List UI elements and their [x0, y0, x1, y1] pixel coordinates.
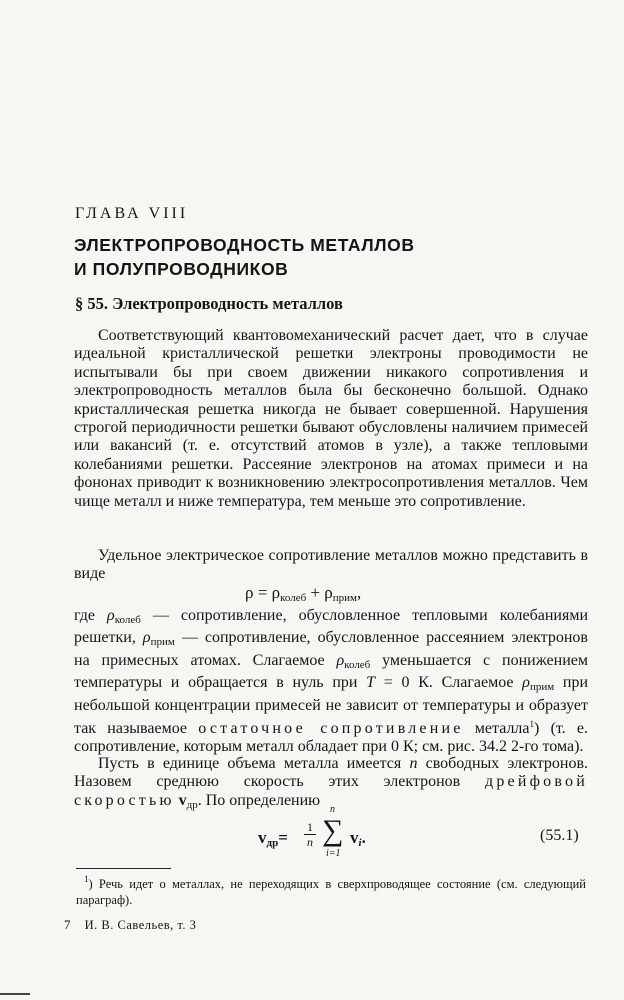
formula-rho-term1-sub: колеб: [280, 592, 307, 604]
chapter-label: ГЛАВА VIII: [75, 205, 189, 222]
footnote-rule: [76, 868, 171, 869]
page-footer: [64, 917, 196, 933]
formula-drift-sum-symbol: ∑: [322, 814, 344, 847]
formula-drift-fraction: $\frac{1}{n}$: [304, 820, 316, 849]
paragraph-4: Пусть в единице объема металла имеется n свободных электронов. Назовем среднюю скорость этих электронов дрейфовой скоростью $v_{др}$. По определению: [74, 755, 588, 811]
equation-number: (55.1): [540, 827, 579, 844]
formula-drift-lhs: $v_{др}=$: [258, 828, 288, 849]
formula-drift-lower-limit: i=1: [326, 848, 341, 859]
chapter-title-line2: И ПОЛУПРОВОДНИКОВ: [74, 259, 289, 279]
page-number: 7: [64, 917, 71, 932]
spaced-term-drift-velocity: дрейфовой скоростью: [74, 773, 588, 809]
spaced-term-residual-resistance: остаточное сопротивление: [198, 720, 464, 738]
formula-rho-equals: =: [257, 583, 268, 602]
chapter-title: [74, 233, 544, 281]
formula-rho-term1: ρ: [271, 583, 281, 602]
footnote-marker: 1: [529, 719, 535, 730]
formula-rho-plus: +: [310, 583, 321, 602]
formula-drift-upper-limit: n: [330, 804, 335, 815]
formula-rho: [245, 583, 361, 604]
formula-rho-lhs: ρ: [245, 583, 254, 602]
paragraph-2: Удельное электрическое сопротивление металлов можно представить в виде: [74, 547, 588, 583]
formula-drift-term: $v_i$.: [350, 828, 366, 849]
scan-mark: [0, 993, 30, 995]
formula-rho-tail: ,: [356, 583, 362, 602]
paragraph-1: Соответствующий квантовомеханический расчет дает, что в случае идеальной кристаллической решетки электроны проводимости не испытывали бы при своем движении никакого сопротивления и электропроводность металлов была бы бесконечно большой. Однако кристаллическая решетка никогда не бывает совершенной. Нарушения строгой периодичности решетки бывают обусловлены наличием примесей или вакансий (т. е. отсутствий атомов в узле), а также тепловыми колебаниями решетки. Рассеяние электронов на атомах примеси и на фононах приводит к возникновению электросопротивления металлов. Чем чище металл и ниже температура, тем меньше это сопротивление.: [74, 327, 588, 510]
footnote-mark: 1: [84, 874, 89, 884]
section-title: § 55. Электропроводность металлов: [75, 294, 343, 313]
formula-rho-term2-sub: прим: [332, 592, 357, 604]
paragraph-3: где $\rho_{колеб}$ — сопротивление, обусловленное тепловыми колебаниями решетки, $\rho_{прим}$ — сопротивление, обусловленное рассеянием электронов на примесных атомах. Слагаемое $\rho_{колеб}$ уменьшается с понижением температуры и обращается в нуль при T = 0 К. Слагаемое $\rho_{прим}$ при небольшой концентрации примесей не зависит от температуры и образует так называемое остаточное сопротивление металла$^1$) (т. е. сопротивление, которым металл обладает при 0 К; см. рис. 34.2 2-го тома).: [74, 607, 589, 756]
footer-signature: И. В. Савельев, т. 3: [84, 918, 197, 932]
chapter-title-line1: ЭЛЕКТРОПРОВОДНОСТЬ МЕТАЛЛОВ: [74, 235, 415, 255]
footnote-text: ) Речь идет о металлах, не переходящих в сверхпроводящее состояние (см. следующий параграф).: [76, 877, 586, 907]
formula-drift-velocity: [258, 804, 418, 866]
footnote: [76, 871, 586, 908]
formula-rho-term2: ρ: [324, 583, 333, 602]
